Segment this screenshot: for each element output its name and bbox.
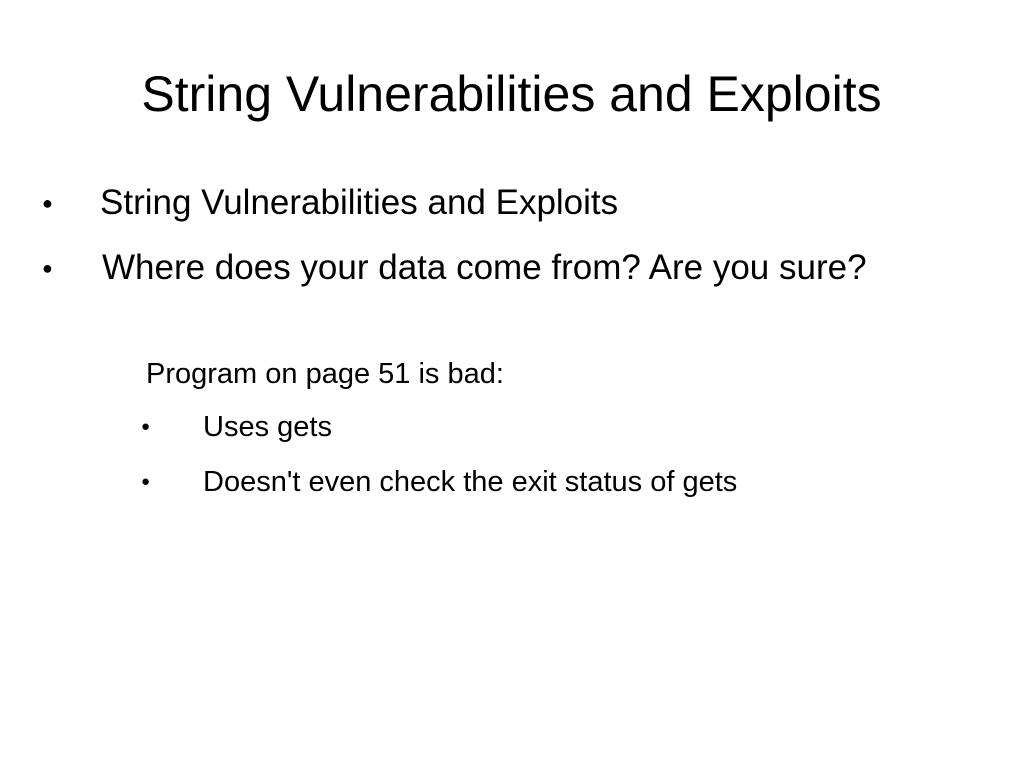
sub-bullet-text: Doesn't even check the exit status of gets (203, 466, 738, 498)
sub-bullet-item (141, 407, 941, 447)
sub-bullet-item (141, 462, 941, 502)
bullet-text: Where does your data come from? Are you sure? (102, 248, 867, 287)
slide-title: String Vulnerabilities and Exploits (141, 66, 882, 122)
sub-bullet-marker: ● (141, 473, 151, 490)
sub-bullet-marker: ● (141, 418, 151, 435)
bullet-item (42, 246, 922, 290)
bullet-text: String Vulnerabilities and Exploits (100, 183, 619, 222)
sub-bullet-text: Uses gets (203, 411, 332, 443)
body-text: Program on page 51 is bad: (146, 358, 504, 390)
bullet-item (42, 181, 942, 225)
bullet-marker: ● (42, 193, 53, 213)
bullet-marker: ● (42, 258, 53, 278)
